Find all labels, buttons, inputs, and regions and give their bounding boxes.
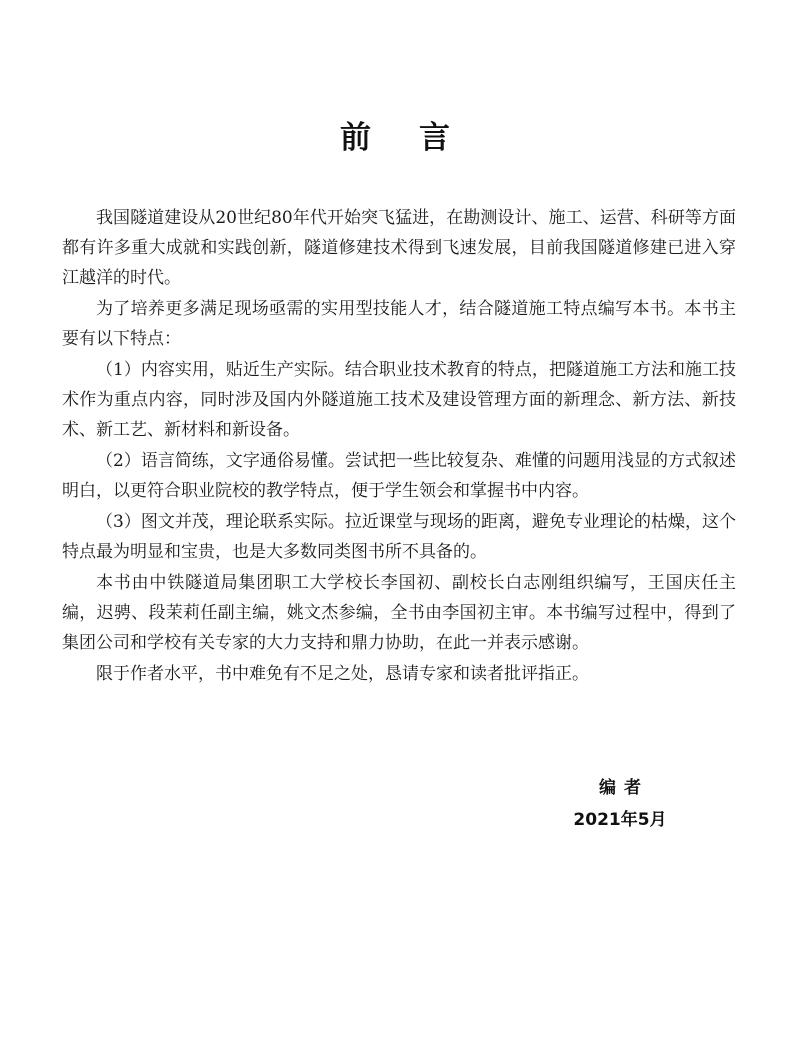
paragraph: （2）语言简练，文字通俗易懂。尝试把一些比较复杂、难懂的问题用浅显的方式叙述明白，以更符合职业院校的教学特点，便于学生领会和掌握书中内容。 <box>62 451 736 501</box>
paragraph: （3）图文并茂，理论联系实际。拉近课堂与现场的距离，避免专业理论的枯燥，这个特点最为明显和宝贵，也是大多数同类图书所不具备的。 <box>62 512 736 562</box>
preface-body <box>62 203 736 690</box>
paragraph: 为了培养更多满足现场亟需的实用型技能人才，结合隧道施工特点编写本书。本书主要有以下特点： <box>62 299 736 349</box>
paragraph: 本书由中铁隧道局集团职工大学校长李国初、副校长白志刚组织编写，王国庆任主编，迟骋、段茉莉任副主编，姚文杰参编，全书由李国初主审。本书编写过程中，得到了集团公司和学校有关专家的大力支持和鼎力协助，在此一并表示感谢。 <box>62 573 736 653</box>
paragraph: （1）内容实用，贴近生产实际。结合职业技术教育的特点，把隧道施工方法和施工技术作为重点内容，同时涉及国内外隧道施工技术及建设管理方面的新理念、新方法、新技术、新工艺、新材料和新设备。 <box>62 360 736 440</box>
signature-date: 2021年5月 <box>573 810 667 830</box>
paragraph: 我国隧道建设从20世纪80年代开始突飞猛进，在勘测设计、施工、运营、科研等方面都有许多重大成就和实践创新，隧道修建技术得到飞速发展，目前我国隧道修建已进入穿江越洋的时代。 <box>62 208 736 288</box>
page-title: 前言 <box>340 120 498 156</box>
paragraph: 限于作者水平，书中难免有不足之处，恳请专家和读者批评指正。 <box>96 664 589 684</box>
signature-author: 编者 <box>599 778 649 798</box>
